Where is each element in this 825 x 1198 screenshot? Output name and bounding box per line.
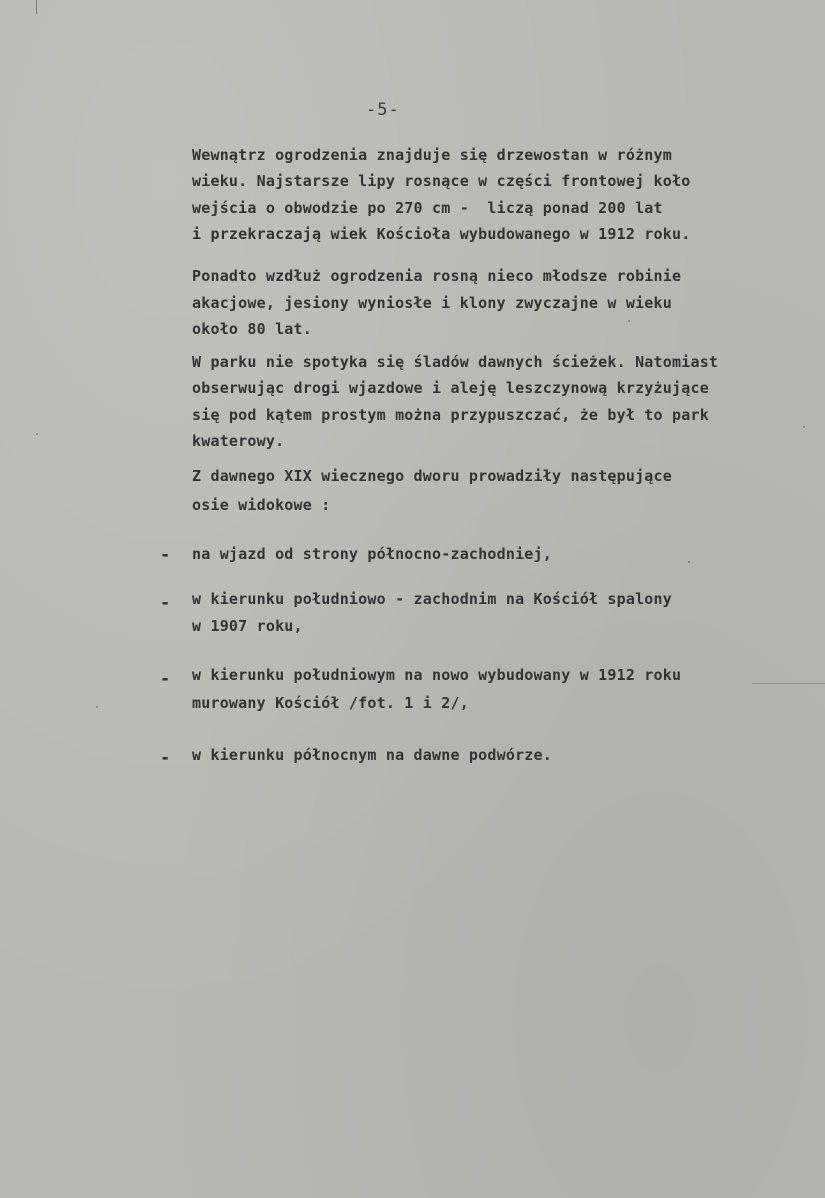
list-item-2-line-1: w kierunku południowo - zachodnim na Kościół spalony [192, 590, 672, 608]
list-marker: - [160, 593, 171, 613]
paragraph-1-line-4: i przekraczają wiek Kościoła wybudowanego w 1912 roku. [192, 225, 691, 243]
list-item-2-line-2: w 1907 roku, [192, 617, 303, 635]
list-marker: - [160, 748, 171, 768]
list-item-4-line-1: w kierunku północnym na dawne podwórze. [192, 746, 552, 764]
list-marker: - [160, 669, 171, 689]
paragraph-2-line-3: około 80 lat. [192, 320, 312, 338]
paragraph-3-line-2: obserwując drogi wjazdowe i aleję leszczynową krzyżujące [192, 379, 709, 397]
paragraph-1-line-2: wieku. Najstarsze lipy rosnące w części frontowej koło [192, 172, 691, 190]
list-item-3-line-2: murowany Kościół /fot. 1 i 2/, [192, 694, 469, 712]
paragraph-3-line-4: kwaterowy. [192, 432, 285, 450]
paper-speck [628, 320, 630, 322]
paragraph-4-line-2: osie widokowe : [192, 496, 331, 514]
paragraph-2-line-2: akacjowe, jesiony wyniosłe i klony zwyczajne w wieku [192, 294, 672, 312]
paragraph-1-line-3: wejścia o obwodzie po 270 cm - liczą ponad 200 lat [192, 199, 663, 217]
stray-line-mark [752, 683, 825, 684]
paper-speck [803, 426, 805, 428]
paragraph-2-line-1: Ponadto wzdłuż ogrodzenia rosną nieco młodsze robinie [192, 267, 682, 285]
paper-speck [36, 433, 38, 435]
edge-mark [36, 0, 37, 14]
page-number: -5- [366, 100, 400, 120]
list-item-3-line-1: w kierunku południowym na nowo wybudowany w 1912 roku [192, 666, 682, 684]
paragraph-3-line-3: się pod kątem prostym można przypuszczać, że był to park [192, 406, 709, 424]
list-item-1-line-1: na wjazd od strony północno-zachodniej, [192, 545, 552, 563]
paragraph-3-line-1: W parku nie spotyka się śladów dawnych ścieżek. Natomiast [192, 353, 719, 371]
paragraph-1-line-1: Wewnątrz ogrodzenia znajduje się drzewostan w różnym [192, 146, 672, 164]
paragraph-4-line-1: Z dawnego XIX wiecznego dworu prowadziły następujące [192, 467, 672, 485]
list-marker: - [160, 545, 171, 565]
paper-speck [96, 706, 98, 708]
paper-speck [688, 561, 690, 563]
